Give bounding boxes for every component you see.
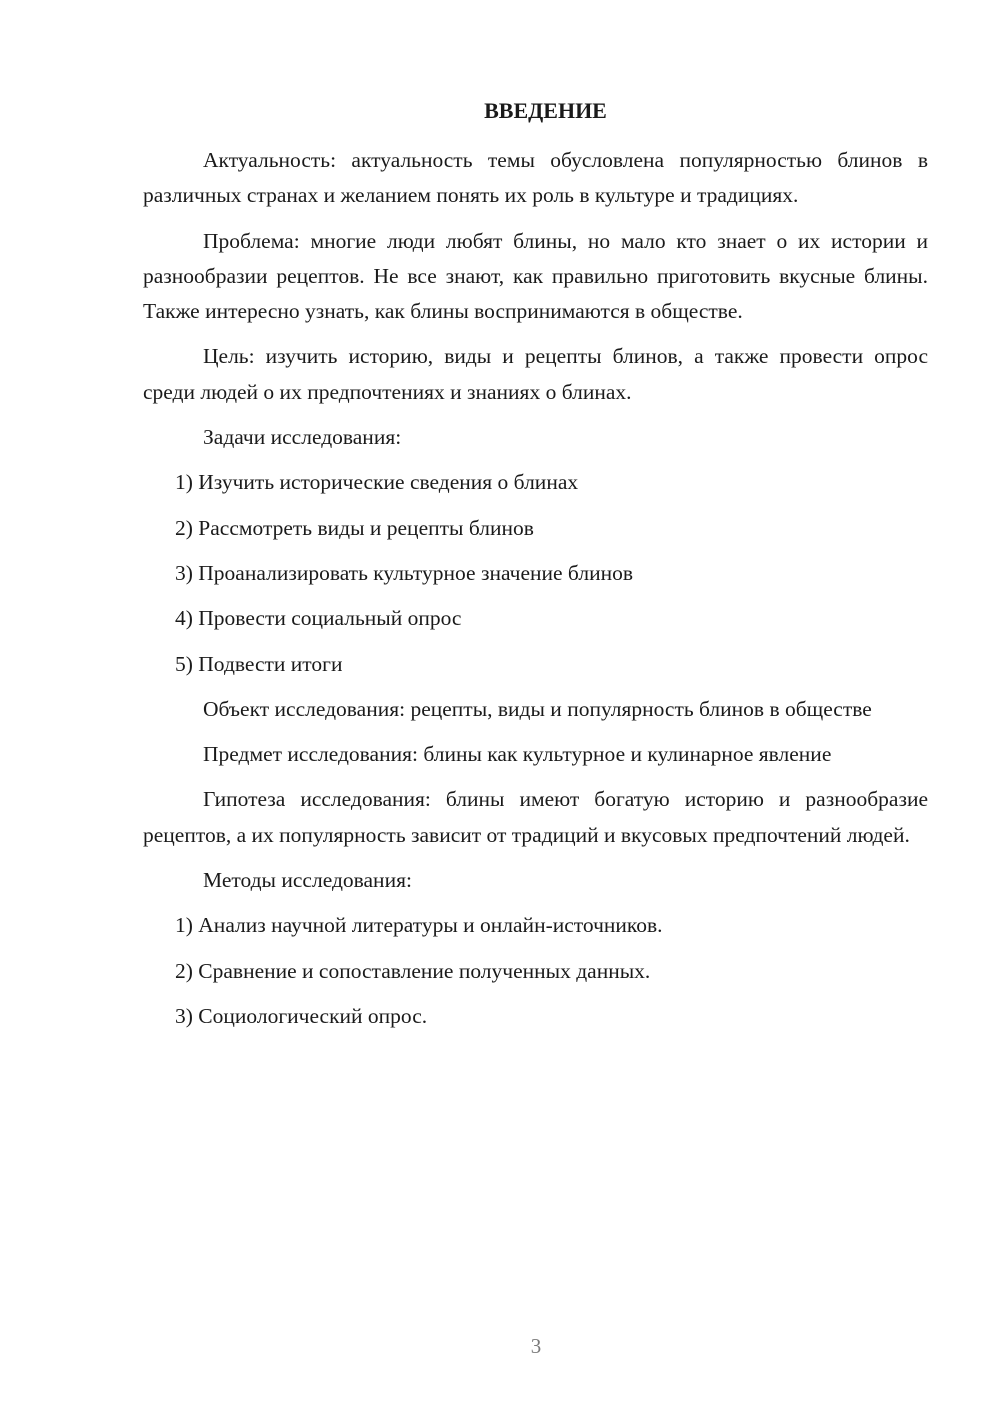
hypothesis-paragraph: Гипотеза исследования: блины имеют богатую историю и разнообразие рецептов, а их популярность зависит от традиций и вкусовых предпочтений людей.	[143, 787, 928, 847]
section-title: ВВЕДЕНИЕ	[484, 98, 607, 123]
relevance-paragraph: Актуальность: актуальность темы обусловлена популярностью блинов в различных странах и желанием понять их роль в культуре и традициях.	[143, 148, 928, 208]
list-item: 2) Сравнение и сопоставление полученных данных.	[175, 958, 651, 983]
list-item: 3) Социологический опрос.	[175, 1003, 428, 1028]
list-item: 5) Подвести итоги	[175, 651, 343, 676]
list-item: 4) Провести социальный опрос	[175, 606, 462, 631]
list-item: 1) Изучить исторические сведения о блинах	[175, 470, 579, 495]
goal-paragraph: Цель: изучить историю, виды и рецепты блинов, а также провести опрос среди людей о их предпочтениях и знаниях о блинах.	[143, 344, 928, 404]
list-item: 2) Рассмотреть виды и рецепты блинов	[175, 515, 534, 540]
list-item: 1) Анализ научной литературы и онлайн-источников.	[175, 913, 663, 938]
document-body	[143, 96, 928, 1044]
list-item: 3) Проанализировать культурное значение блинов	[175, 560, 633, 585]
subject-paragraph: Предмет исследования: блины как культурное и кулинарное явление	[203, 742, 832, 767]
tasks-heading: Задачи исследования:	[203, 425, 402, 450]
page-number: 3	[530, 1334, 542, 1358]
methods-heading: Методы исследования:	[203, 868, 412, 893]
problem-paragraph: Проблема: многие люди любят блины, но мало кто знает о их истории и разнообразии рецептов. Не все знают, как правильно приготовить вкусные блины. Также интересно узнать, как блины воспринимаются в обществе.	[143, 228, 928, 324]
methods-list	[143, 908, 928, 1034]
object-paragraph: Объект исследования: рецепты, виды и популярность блинов в обществе	[203, 696, 872, 721]
tasks-list	[143, 465, 928, 681]
